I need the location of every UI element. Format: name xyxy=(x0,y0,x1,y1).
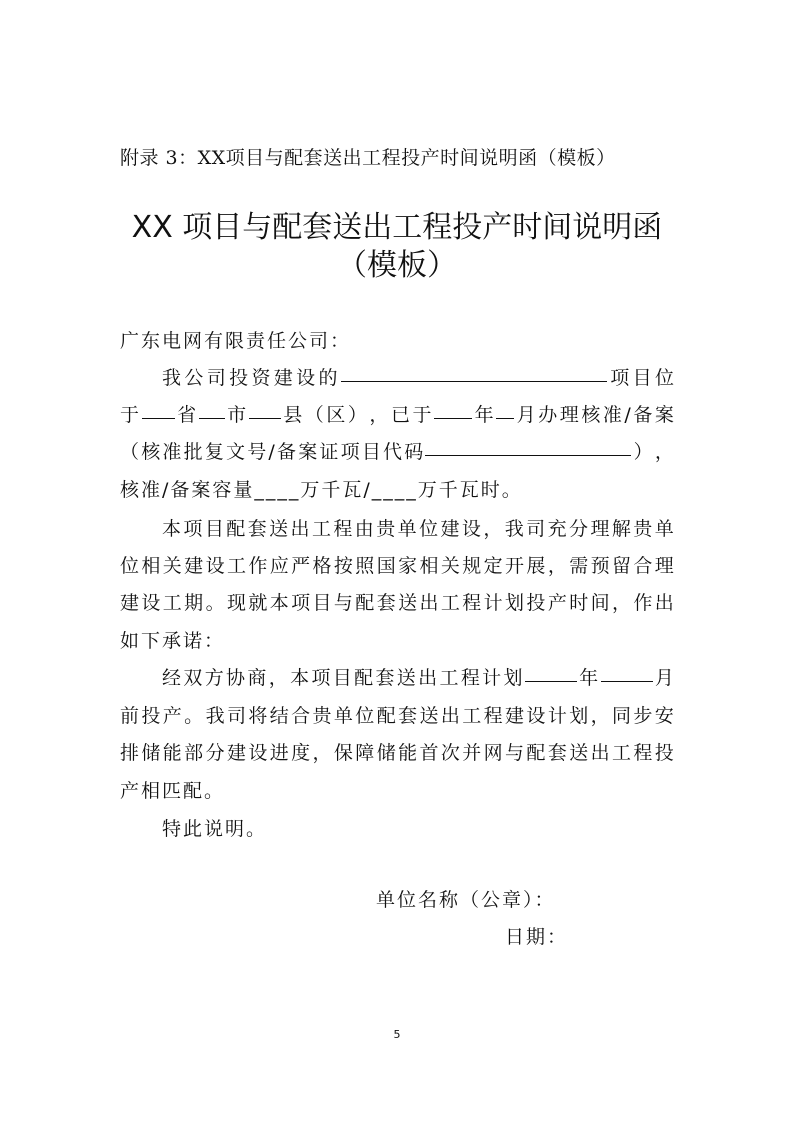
p1-line4: 核准/备案容量____万千瓦/____万千瓦时。 xyxy=(120,479,523,501)
signature-date-label: 日期： xyxy=(505,926,569,948)
text-char: 建 xyxy=(273,367,293,389)
text-char: 本 xyxy=(269,592,289,614)
text-char: 准 xyxy=(602,404,622,426)
fill-in-blank xyxy=(525,659,577,682)
p3-line4: 产相匹配。 xyxy=(120,780,226,802)
text-char: 投 xyxy=(654,742,674,764)
text-char: 省 xyxy=(177,404,197,426)
text-char: 建 xyxy=(505,705,525,727)
text-char: ， xyxy=(547,555,567,577)
text-char: 现 xyxy=(226,592,246,614)
text-char: 项 xyxy=(610,367,630,389)
text-char: ） xyxy=(633,441,653,463)
p2-line3 xyxy=(120,584,674,622)
text-char: 规 xyxy=(462,555,482,577)
text-char: 网 xyxy=(483,742,503,764)
p1-line1 xyxy=(120,359,674,397)
text-char: 贵 xyxy=(633,518,653,540)
text-char: 套 xyxy=(398,705,418,727)
text-char: 套 xyxy=(376,592,396,614)
text-char: 理 xyxy=(559,404,579,426)
text-char: 安 xyxy=(654,705,674,727)
text-char: 合 xyxy=(633,555,653,577)
text-char: 由 xyxy=(354,518,374,540)
fill-in-blank xyxy=(249,396,281,419)
text-char: 理 xyxy=(654,555,674,577)
closing-text: 特此说明。 xyxy=(162,818,268,840)
p3-line1 xyxy=(120,659,674,697)
text-char: ， xyxy=(268,667,288,689)
text-char: ， xyxy=(369,404,389,426)
text-char: 资 xyxy=(251,367,271,389)
fill-in-blank xyxy=(434,396,472,419)
text-char: 于 xyxy=(120,404,140,426)
text-char: 代 xyxy=(383,441,403,463)
text-char: 就 xyxy=(248,592,268,614)
text-char: 案 xyxy=(298,441,318,463)
text-char: 展 xyxy=(526,555,546,577)
text-char: 预 xyxy=(590,555,610,577)
text-char: ， xyxy=(611,592,631,614)
text-char: 次 xyxy=(440,742,460,764)
text-char: 按 xyxy=(333,555,353,577)
text-char: 出 xyxy=(419,592,439,614)
text-char: 投 xyxy=(141,705,161,727)
text-char: 出 xyxy=(440,705,460,727)
text-char: 项 xyxy=(183,518,203,540)
text-char: 程 xyxy=(483,705,503,727)
text-char: 充 xyxy=(547,518,567,540)
text-char: 目 xyxy=(361,441,381,463)
text-char: 设 xyxy=(248,742,268,764)
text-char: 需 xyxy=(569,555,589,577)
text-char: 位 xyxy=(355,705,375,727)
p1-line3 xyxy=(120,433,674,471)
text-char: 贵 xyxy=(312,705,332,727)
text-char: 商 xyxy=(247,667,267,689)
text-char: 储 xyxy=(376,742,396,764)
text-char: 严 xyxy=(291,555,311,577)
text-char: 进 xyxy=(269,742,289,764)
text-char: 项 xyxy=(291,592,311,614)
text-char: 理 xyxy=(590,518,610,540)
text-char: 分 xyxy=(569,518,589,540)
text-char: 计 xyxy=(483,592,503,614)
text-char: 设 xyxy=(461,518,481,540)
text-char: 文 xyxy=(226,441,246,463)
text-char: 出 xyxy=(654,592,674,614)
text-char: 月 xyxy=(654,667,674,689)
text-char: 关 xyxy=(162,555,182,577)
text-char: / xyxy=(624,404,631,426)
text-char: 建 xyxy=(226,742,246,764)
text-char: 度 xyxy=(291,742,311,764)
text-char: 方 xyxy=(204,667,224,689)
text-char: 投 xyxy=(229,367,249,389)
text-char: 相 xyxy=(141,555,161,577)
text-char: 关 xyxy=(440,555,460,577)
text-char: 建 xyxy=(184,555,204,577)
text-char: 与 xyxy=(333,592,353,614)
p2-line1 xyxy=(120,510,674,548)
text-char: 设 xyxy=(526,705,546,727)
text-char: 结 xyxy=(269,705,289,727)
text-char: 能 xyxy=(162,742,182,764)
text-char: 障 xyxy=(355,742,375,764)
text-char: / xyxy=(268,441,275,463)
text-char: （ xyxy=(304,404,324,426)
text-char: 格 xyxy=(312,555,332,577)
text-char: 配 xyxy=(526,742,546,764)
text-char: 司 xyxy=(226,705,246,727)
text-char: 区 xyxy=(326,404,346,426)
text-char: ， xyxy=(590,705,610,727)
text-char: ， xyxy=(483,518,503,540)
text-char: 经 xyxy=(162,667,182,689)
text-char: （ xyxy=(120,441,140,463)
text-char: 。 xyxy=(205,592,225,614)
text-char: 我 xyxy=(504,518,524,540)
text-char: 套 xyxy=(375,667,395,689)
text-char: 出 xyxy=(290,518,310,540)
text-char: 投 xyxy=(526,592,546,614)
fill-in-blank xyxy=(199,396,225,419)
text-char: 计 xyxy=(482,667,502,689)
text-char: 号 xyxy=(247,441,267,463)
p1-line2 xyxy=(120,396,674,434)
text-char: 本 xyxy=(290,667,310,689)
text-char: ） xyxy=(347,404,367,426)
text-char: 划 xyxy=(505,592,525,614)
text-char: 单 xyxy=(333,705,353,727)
text-char: 工 xyxy=(462,705,482,727)
text-char: 核 xyxy=(581,404,601,426)
text-char: 工 xyxy=(440,592,460,614)
text-char: 与 xyxy=(505,742,525,764)
text-char: 时 xyxy=(569,592,589,614)
text-char: 划 xyxy=(503,667,523,689)
text-char: 设 xyxy=(141,592,161,614)
text-char: 县 xyxy=(283,404,303,426)
text-char: 程 xyxy=(633,742,653,764)
text-char: 设 xyxy=(205,555,225,577)
text-char: 首 xyxy=(419,742,439,764)
fill-in-blank xyxy=(496,396,514,419)
text-char: 我 xyxy=(205,705,225,727)
text-char: 排 xyxy=(120,742,140,764)
text-char: 的 xyxy=(318,367,338,389)
text-char: 已 xyxy=(390,404,410,426)
text-char: 工 xyxy=(162,592,182,614)
text-char: ， xyxy=(654,441,674,463)
text-char: 开 xyxy=(505,555,525,577)
text-char: 应 xyxy=(269,555,289,577)
text-char: 准 xyxy=(162,441,182,463)
text-char: 国 xyxy=(376,555,396,577)
text-char: 核 xyxy=(141,441,161,463)
text-char: 照 xyxy=(355,555,375,577)
text-char: 协 xyxy=(226,667,246,689)
text-char: 送 xyxy=(396,667,416,689)
text-char: 保 xyxy=(333,742,353,764)
text-char: 家 xyxy=(398,555,418,577)
text-char: 工 xyxy=(226,555,246,577)
text-char: 送 xyxy=(419,705,439,727)
text-char: 产 xyxy=(162,705,182,727)
text-char: 建 xyxy=(120,592,140,614)
p3-line2 xyxy=(120,697,674,735)
text-char: 程 xyxy=(460,667,480,689)
text-char: 期 xyxy=(184,592,204,614)
text-char: 于 xyxy=(412,404,432,426)
fill-in-blank xyxy=(142,396,175,419)
text-char: 贵 xyxy=(376,518,396,540)
text-char: 目 xyxy=(204,518,224,540)
document-title: XX 项目与配套送出工程投产时间说明函 xyxy=(131,210,663,245)
text-char: 将 xyxy=(248,705,268,727)
text-char: 合 xyxy=(291,705,311,727)
text-char: 市 xyxy=(227,404,247,426)
text-char: 单 xyxy=(654,518,674,540)
text-char: 作 xyxy=(248,555,268,577)
text-char: 产 xyxy=(547,592,567,614)
p2-line4: 如下承诺： xyxy=(120,630,226,652)
text-char: 项 xyxy=(340,441,360,463)
text-char: 目 xyxy=(632,367,652,389)
text-char: 设 xyxy=(296,367,316,389)
text-char: 年 xyxy=(474,404,494,426)
text-char: 目 xyxy=(312,592,332,614)
text-char: 配 xyxy=(355,592,375,614)
p2-line2 xyxy=(120,547,674,585)
text-char: ， xyxy=(312,742,332,764)
text-char: 目 xyxy=(332,667,352,689)
text-char: 同 xyxy=(611,705,631,727)
text-char: 程 xyxy=(462,592,482,614)
text-char: 套 xyxy=(247,518,267,540)
fill-in-blank xyxy=(341,359,607,382)
fill-in-blank xyxy=(425,433,631,456)
text-char: 储 xyxy=(141,742,161,764)
text-char: 前 xyxy=(120,705,140,727)
p3-line3 xyxy=(120,734,674,772)
text-char: 部 xyxy=(184,742,204,764)
text-char: 分 xyxy=(205,742,225,764)
text-char: 送 xyxy=(569,742,589,764)
text-char: 套 xyxy=(547,742,567,764)
text-char: 司 xyxy=(526,518,546,540)
appendix-heading: 附录 3：XX项目与配套送出工程投产时间说明函（模板） xyxy=(120,147,616,169)
text-char: 。 xyxy=(184,705,204,727)
text-char: 程 xyxy=(333,518,353,540)
text-char: 间 xyxy=(590,592,610,614)
text-char: 留 xyxy=(611,555,631,577)
text-char: 位 xyxy=(419,518,439,540)
text-char: 双 xyxy=(183,667,203,689)
text-char: 项 xyxy=(311,667,331,689)
text-char: 工 xyxy=(311,518,331,540)
text-char: 位 xyxy=(120,555,140,577)
text-char: 送 xyxy=(398,592,418,614)
text-char: 定 xyxy=(483,555,503,577)
fill-in-blank xyxy=(601,659,653,682)
text-char: 计 xyxy=(547,705,567,727)
text-char: 解 xyxy=(611,518,631,540)
text-char: 并 xyxy=(462,742,482,764)
signature-unit-label: 单位名称（公章）： xyxy=(376,889,556,911)
text-char: 案 xyxy=(654,404,674,426)
text-char: 单 xyxy=(397,518,417,540)
text-char: 配 xyxy=(376,705,396,727)
text-char: 工 xyxy=(439,667,459,689)
text-char: 批 xyxy=(183,441,203,463)
text-char: 证 xyxy=(319,441,339,463)
text-char: 本 xyxy=(162,518,182,540)
text-char: 位 xyxy=(654,367,674,389)
text-char: 建 xyxy=(440,518,460,540)
text-char: 年 xyxy=(579,667,599,689)
text-char: 步 xyxy=(633,705,653,727)
text-char: 司 xyxy=(206,367,226,389)
text-char: 出 xyxy=(418,667,438,689)
text-char: 月 xyxy=(516,404,536,426)
text-char: 划 xyxy=(569,705,589,727)
text-char: 能 xyxy=(398,742,418,764)
salutation: 广东电网有限责任公司： xyxy=(120,330,352,352)
text-char: 我 xyxy=(162,367,182,389)
document-title-suffix: （模板） xyxy=(337,248,457,283)
text-char: 备 xyxy=(633,404,653,426)
text-char: 配 xyxy=(226,518,246,540)
text-char: 相 xyxy=(419,555,439,577)
text-char: 复 xyxy=(204,441,224,463)
text-char: 送 xyxy=(269,518,289,540)
text-char: 备 xyxy=(277,441,297,463)
text-char: 办 xyxy=(538,404,558,426)
page-number: 5 xyxy=(393,1028,401,1041)
text-char: 出 xyxy=(590,742,610,764)
text-char: 工 xyxy=(611,742,631,764)
text-char: 公 xyxy=(184,367,204,389)
text-char: 配 xyxy=(354,667,374,689)
text-char: 作 xyxy=(633,592,653,614)
text-char: 码 xyxy=(404,441,424,463)
